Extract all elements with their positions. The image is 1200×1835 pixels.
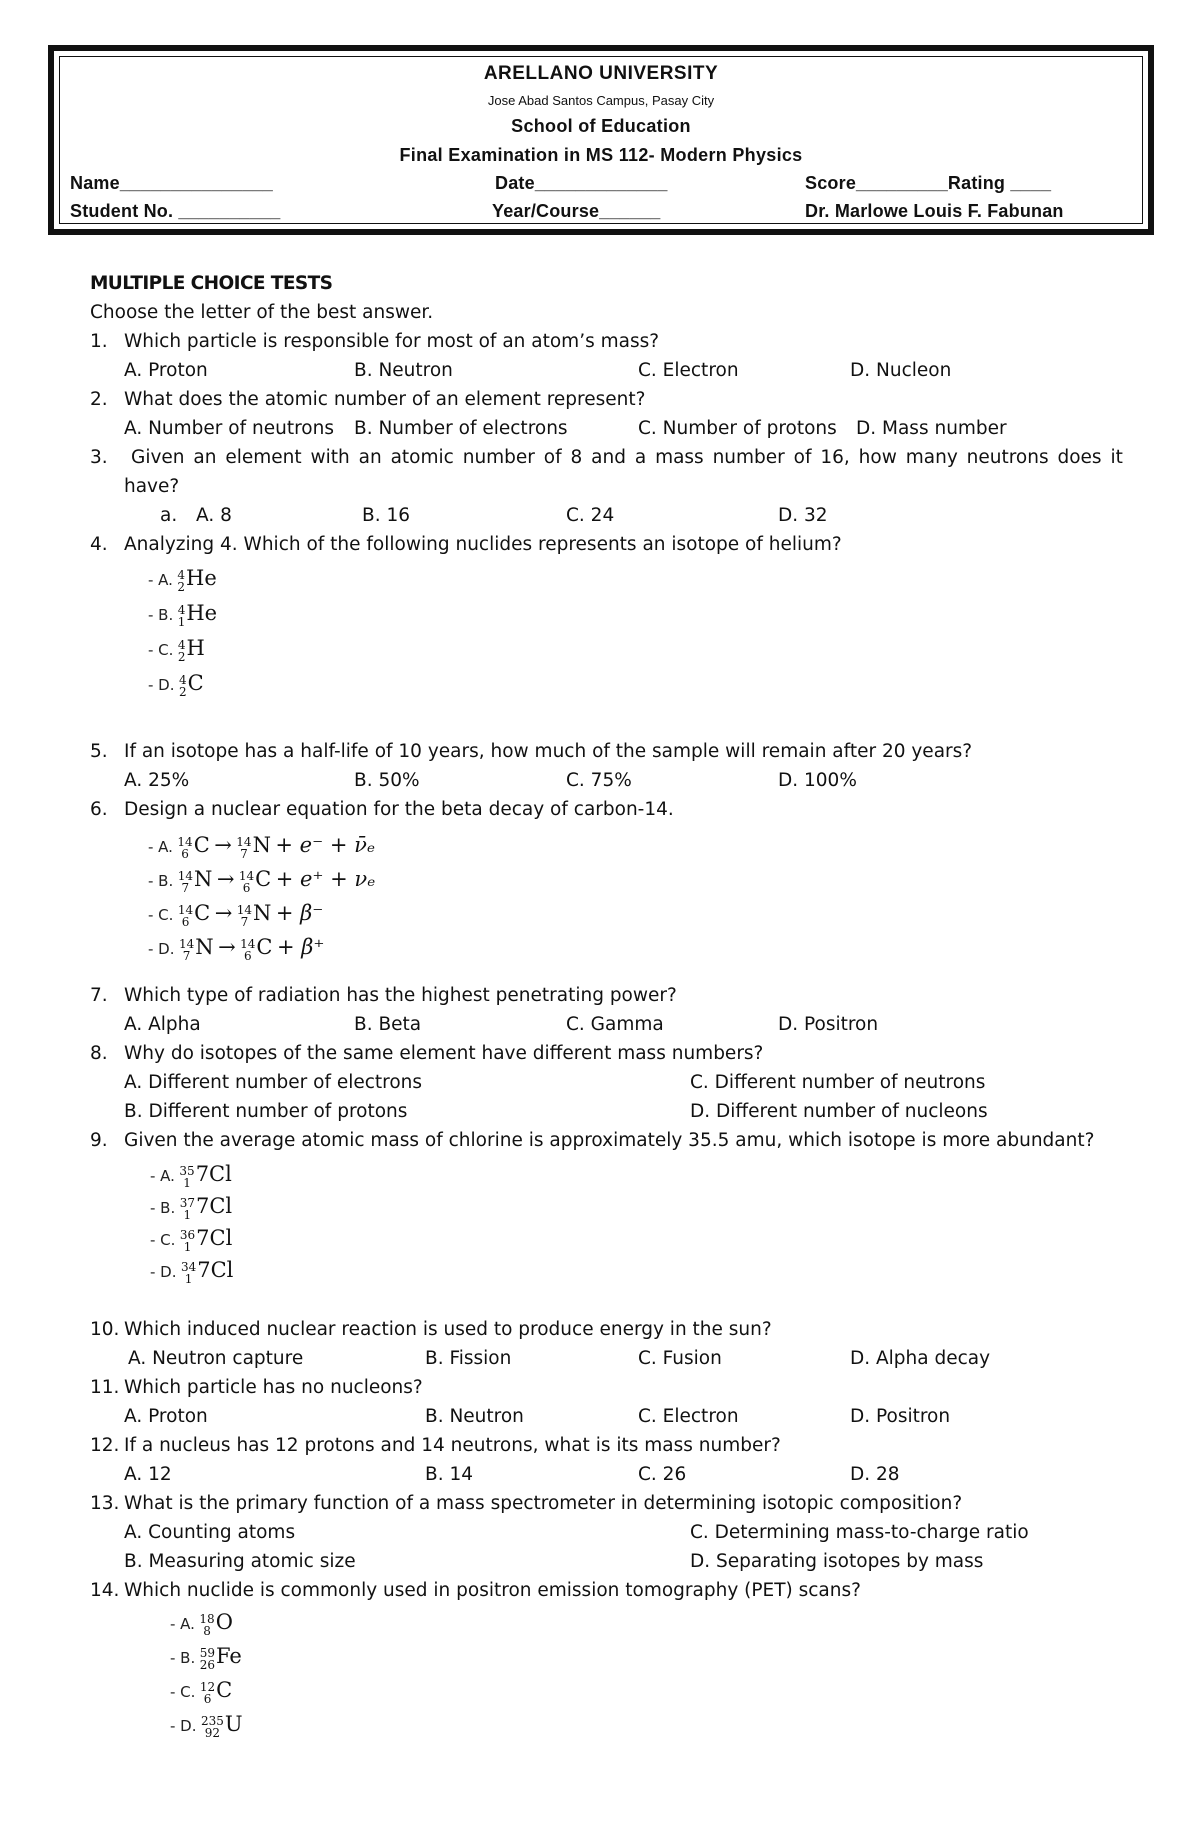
question-text: If a nucleus has 12 protons and 14 neutrons, what is its mass number? <box>124 1435 781 1456</box>
choice-d: D. Mass number <box>856 418 1007 439</box>
question-text: Why do isotopes of the same element have different mass numbers? <box>124 1043 764 1064</box>
choice-b: B. Beta <box>354 1014 422 1035</box>
equation-choice-d: - D. 14 7 N → 14 6 C + β⁺ <box>148 935 325 963</box>
question-number: 12. <box>90 1435 120 1456</box>
equation-choice-b: - B. 14 7 N → 14 6 C + e⁺ + νₑ <box>148 867 376 895</box>
student-number-field: Student No. __________ <box>70 201 281 221</box>
nuclide-choice-b: - B. 59 26 Fe <box>170 1644 242 1672</box>
choice-list-marker: a. <box>160 505 178 526</box>
section-title: MULTIPLE CHOICE TESTS <box>90 273 333 294</box>
question-number: 5. <box>90 741 108 762</box>
choice-a: A. Number of neutrons <box>124 418 334 439</box>
nuclide-choice-d: - D. 235 92 U <box>170 1712 243 1740</box>
university-name: ARELLANO UNIVERSITY <box>483 63 719 84</box>
choice-a: A. Neutron capture <box>128 1348 304 1369</box>
name-field: Name_______________ <box>70 173 273 193</box>
question-text: Which particle is responsible for most of an atom’s mass? <box>124 331 660 352</box>
question-number: 8. <box>90 1043 108 1064</box>
question-number: 1. <box>90 331 108 352</box>
choice-d: D. Different number of nucleons <box>690 1101 988 1122</box>
isotope-choice-a: - A. 35 1 7Cl <box>150 1162 232 1190</box>
choice-d: D. 100% <box>778 770 857 791</box>
question-number: 4. <box>90 534 108 555</box>
question-number: 10. <box>90 1319 120 1340</box>
question-text: What is the primary function of a mass spectrometer in determining isotopic composition? <box>124 1493 963 1514</box>
choice-d: D. 28 <box>850 1464 900 1485</box>
exam-header-box <box>48 45 1154 235</box>
choice-a: A. Counting atoms <box>124 1522 296 1543</box>
question-text: Which nuclide is commonly used in positron emission tomography (PET) scans? <box>124 1580 861 1601</box>
choice-b: B. Neutron <box>425 1406 524 1427</box>
nuclide-choice-c: - C. 4 2 H <box>148 636 205 664</box>
choice-c: C. Different number of neutrons <box>690 1072 986 1093</box>
question-text: Given the average atomic mass of chlorine is approximately 35.5 amu, which isotope is more abundant? <box>124 1130 1095 1151</box>
choice-b: B. Measuring atomic size <box>124 1551 356 1572</box>
choice-c: C. Electron <box>638 1406 739 1427</box>
choice-a: A. Alpha <box>124 1014 201 1035</box>
equation-choice-a: - A. 14 6 C → 14 7 N + e⁻ + ν̄ₑ <box>148 833 376 861</box>
year-course-field: Year/Course______ <box>492 201 661 221</box>
choice-c: C. Gamma <box>566 1014 664 1035</box>
choice-a: A. 8 <box>196 505 232 526</box>
isotope-choice-c: - C. 36 1 7Cl <box>150 1226 233 1254</box>
choice-b: B. 14 <box>425 1464 473 1485</box>
question-text: Which type of radiation has the highest penetrating power? <box>124 985 677 1006</box>
choice-d: D. 32 <box>778 505 828 526</box>
question-number: 11. <box>90 1377 120 1398</box>
choice-a: A. 25% <box>124 770 190 791</box>
question-number: 6. <box>90 799 108 820</box>
choice-c: C. 26 <box>638 1464 687 1485</box>
isotope-choice-b: - B. 37 1 7Cl <box>150 1194 233 1222</box>
choice-d: D. Positron <box>778 1014 879 1035</box>
question-number: 13. <box>90 1493 120 1514</box>
section-instruction: Choose the letter of the best answer. <box>90 302 434 323</box>
choice-d: D. Alpha decay <box>850 1348 991 1369</box>
choice-a: A. 12 <box>124 1464 172 1485</box>
choice-a: A. Proton <box>124 360 208 381</box>
question-text-continued: have? <box>124 476 180 497</box>
choice-b: B. 50% <box>354 770 420 791</box>
nuclide-choice-a: - A. 18 8 O <box>170 1610 233 1638</box>
question-text: Design a nuclear equation for the beta decay of carbon-14. <box>124 799 674 820</box>
question-text: Given an element with an atomic number of 8 and a mass number of 16, how many neutrons does it <box>131 447 1123 468</box>
choice-c: C. Electron <box>638 360 739 381</box>
question-text: Which particle has no nucleons? <box>124 1377 423 1398</box>
nuclide-choice-d: - D. 4 2 C <box>148 671 204 699</box>
choice-c: C. 75% <box>566 770 632 791</box>
choice-c: C. Number of protons <box>638 418 837 439</box>
question-number: 14. <box>90 1580 120 1601</box>
choice-b: B. 16 <box>362 505 410 526</box>
question-text: Analyzing 4. Which of the following nuclides represents an isotope of helium? <box>124 534 842 555</box>
exam-header-inner-border <box>59 56 1143 224</box>
question-text: Which induced nuclear reaction is used to produce energy in the sun? <box>124 1319 772 1340</box>
choice-c: C. Determining mass-to-charge ratio <box>690 1522 1029 1543</box>
choice-c: C. Fusion <box>638 1348 722 1369</box>
choice-a: A. Different number of electrons <box>124 1072 423 1093</box>
choice-c: C. 24 <box>566 505 615 526</box>
choice-b: B. Different number of protons <box>124 1101 408 1122</box>
choice-b: B. Number of electrons <box>354 418 568 439</box>
nuclide-choice-b: - B. 4 1 He <box>148 601 218 629</box>
exam-title: Final Examination in MS 112- Modern Physics <box>399 145 803 165</box>
choice-b: B. Fission <box>425 1348 512 1369</box>
date-field: Date_____________ <box>495 173 668 193</box>
choice-a: A. Proton <box>124 1406 208 1427</box>
question-number: 2. <box>90 389 108 410</box>
school-name: School of Education <box>511 116 691 136</box>
choice-d: D. Nucleon <box>850 360 952 381</box>
isotope-choice-d: - D. 34 1 7Cl <box>150 1258 234 1286</box>
question-text: If an isotope has a half-life of 10 years, how much of the sample will remain after 20 years? <box>124 741 973 762</box>
choice-d: D. Separating isotopes by mass <box>690 1551 984 1572</box>
equation-choice-c: - C. 14 6 C → 14 7 N + β⁻ <box>148 901 324 929</box>
choice-d: D. Positron <box>850 1406 951 1427</box>
campus-name: Jose Abad Santos Campus, Pasay City <box>487 93 715 108</box>
question-number: 3. <box>90 447 108 468</box>
choice-b: B. Neutron <box>354 360 453 381</box>
question-text: What does the atomic number of an element represent? <box>124 389 646 410</box>
nuclide-choice-a: - A. 4 2 He <box>148 566 217 594</box>
score-rating-field: Score_________Rating ____ <box>805 173 1052 193</box>
nuclide-choice-c: - C. 12 6 C <box>170 1678 233 1706</box>
instructor-name: Dr. Marlowe Louis F. Fabunan <box>805 201 1064 221</box>
question-number: 9. <box>90 1130 108 1151</box>
question-number: 7. <box>90 985 108 1006</box>
